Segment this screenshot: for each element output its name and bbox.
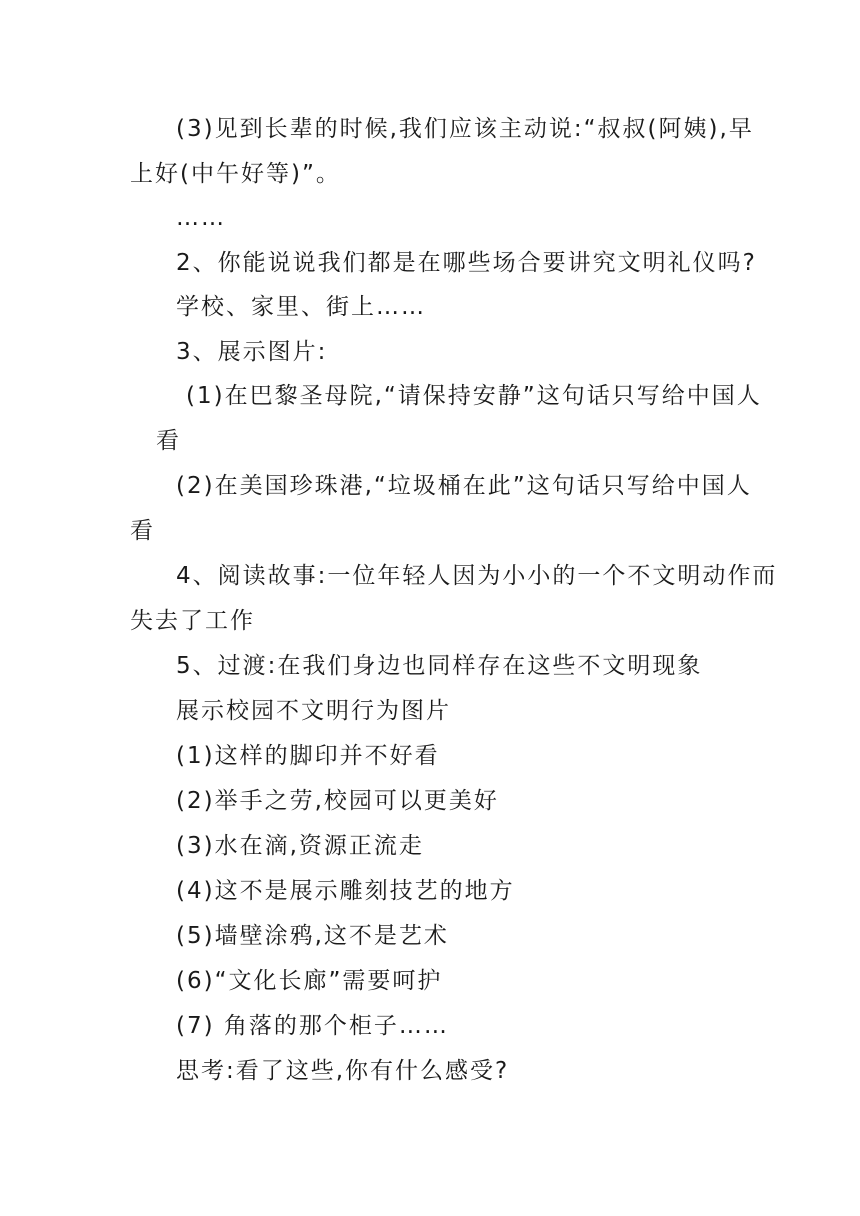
text-line: (2)举手之劳,校园可以更美好 — [176, 788, 499, 814]
text-line: (5)墙壁涂鸦,这不是艺术 — [176, 923, 449, 949]
text-line: (1)这样的脚印并不好看 — [176, 743, 440, 769]
text-line: 思考:看了这些,你有什么感受? — [176, 1058, 510, 1084]
text-line: 5、过渡:在我们身边也同样存在这些不文明现象 — [176, 653, 703, 679]
text-line: 展示校园不文明行为图片 — [176, 698, 451, 724]
text-line: 3、展示图片: — [176, 339, 328, 365]
text-line: (3)水在滴,资源正流走 — [176, 833, 424, 859]
text-line: 学校、家里、街上…… — [176, 294, 426, 320]
text-line: (7) 角落的那个柜子…… — [176, 1013, 449, 1039]
text-line: …… — [176, 205, 226, 231]
text-line: 看 — [156, 428, 181, 454]
text-line: (2)在美国珍珠港,“垃圾桶在此”这句话只写给中国人 — [176, 473, 752, 499]
text-line: (6)“文化长廊”需要呵护 — [176, 968, 443, 994]
text-line: 2、你能说说我们都是在哪些场合要讲究文明礼仪吗? — [176, 250, 757, 276]
text-line: (1)在巴黎圣母院,“请保持安静”这句话只写给中国人 — [186, 383, 762, 409]
text-line: (4)这不是展示雕刻技艺的地方 — [176, 878, 515, 904]
text-line: 失去了工作 — [130, 608, 255, 634]
text-line: 看 — [130, 518, 155, 544]
text-line: 4、阅读故事:一位年轻人因为小小的一个不文明动作而 — [176, 563, 778, 589]
text-line: 上好(中午好等)”。 — [130, 161, 341, 187]
text-line: (3)见到长辈的时候,我们应该主动说:“叔叔(阿姨),早 — [176, 116, 754, 142]
